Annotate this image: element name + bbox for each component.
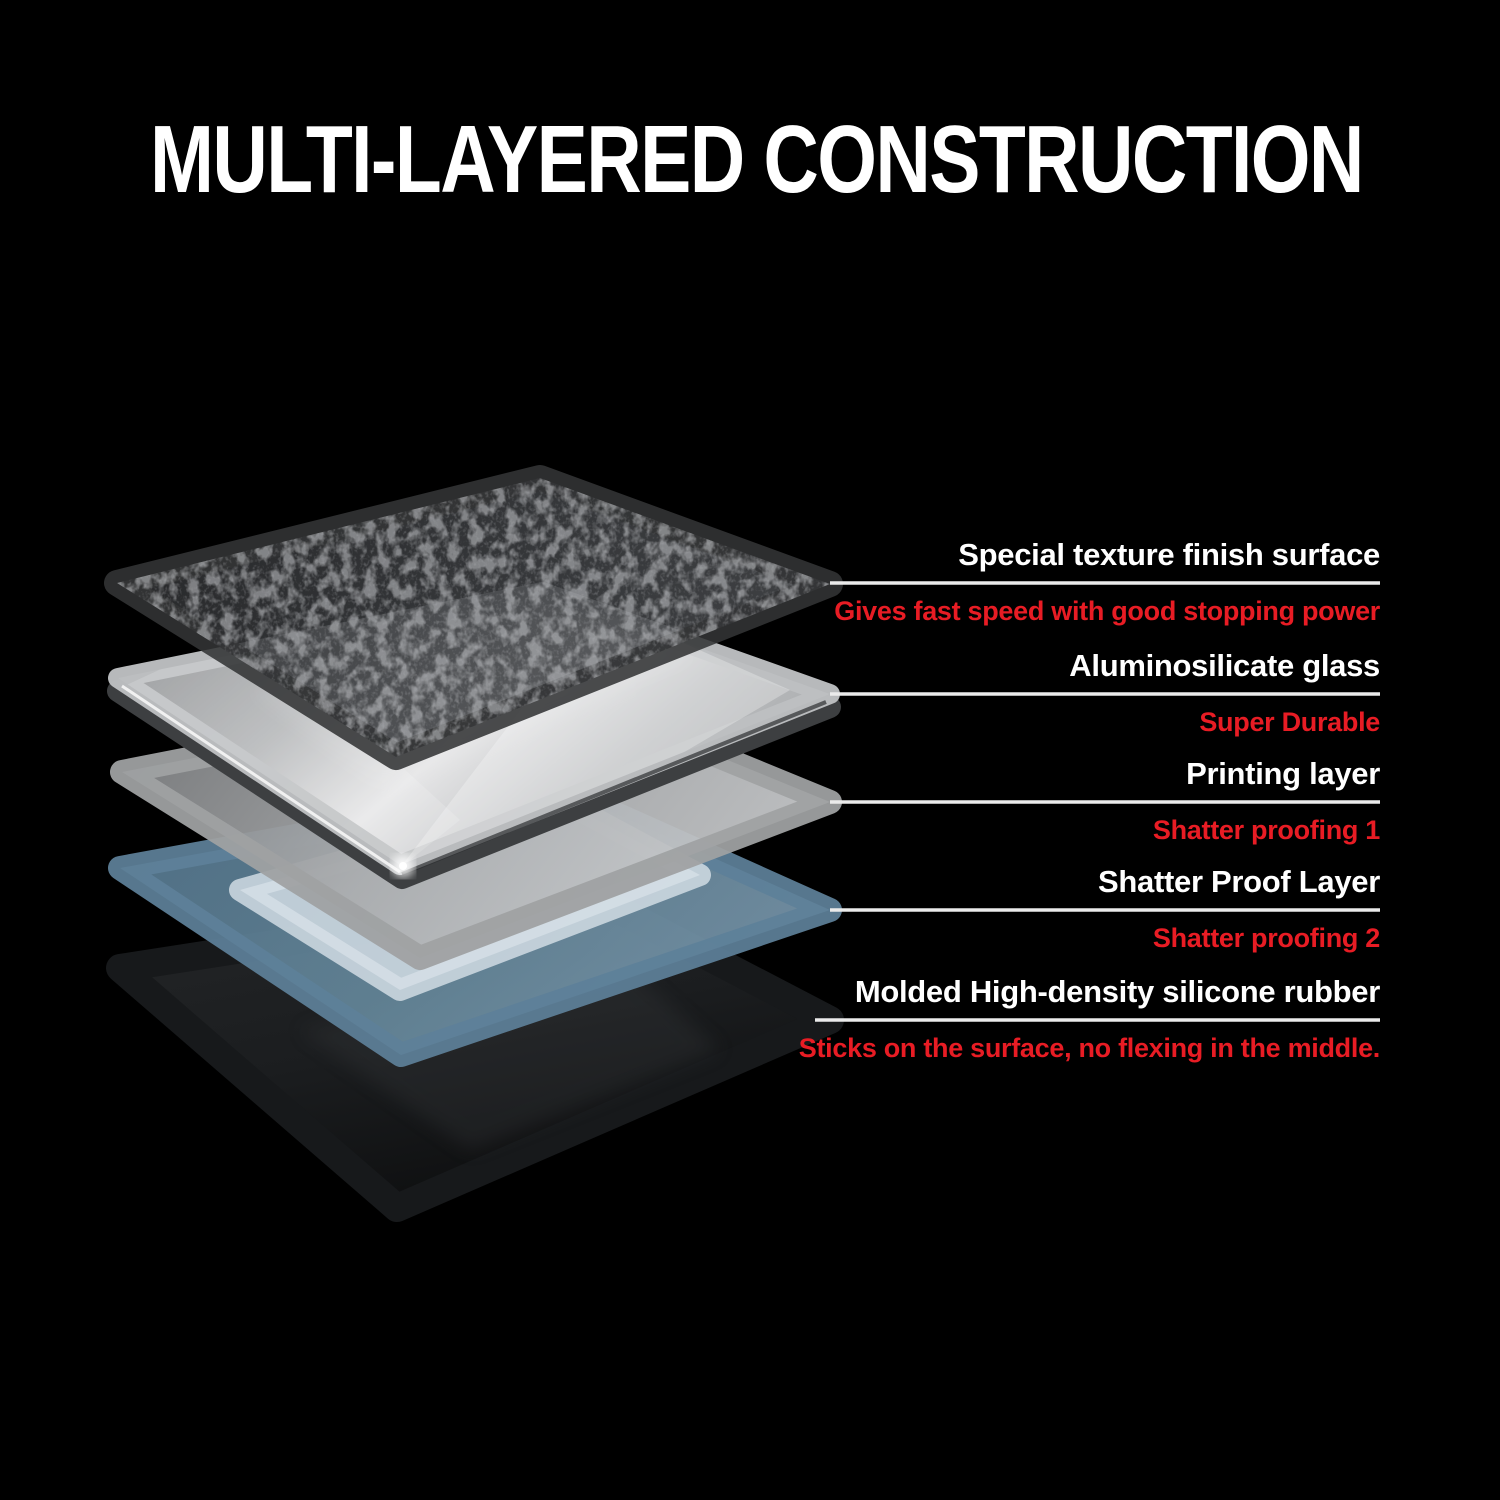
layer-subtitle-print: Shatter proofing 1 <box>1152 815 1380 845</box>
page-title: MULTI-LAYERED CONSTRUCTION <box>150 106 1363 213</box>
layer-label-rubber: Molded High-density silicone rubber <box>854 974 1380 1009</box>
layer-subtitle-texture: Gives fast speed with good stopping power <box>834 596 1380 626</box>
layer-label-print: Printing layer <box>1186 756 1380 791</box>
layer-subtitle-glass: Super Durable <box>1199 707 1380 737</box>
layer-glass-glint-core <box>399 862 407 870</box>
layer-subtitle-rubber: Sticks on the surface, no flexing in the middle. <box>798 1033 1380 1063</box>
layer-subtitle-shatter: Shatter proofing 2 <box>1152 923 1380 953</box>
layer-label-glass: Aluminosilicate glass <box>1069 648 1380 683</box>
layer-label-shatter: Shatter Proof Layer <box>1098 864 1380 899</box>
layer-label-texture: Special texture finish surface <box>958 537 1380 572</box>
